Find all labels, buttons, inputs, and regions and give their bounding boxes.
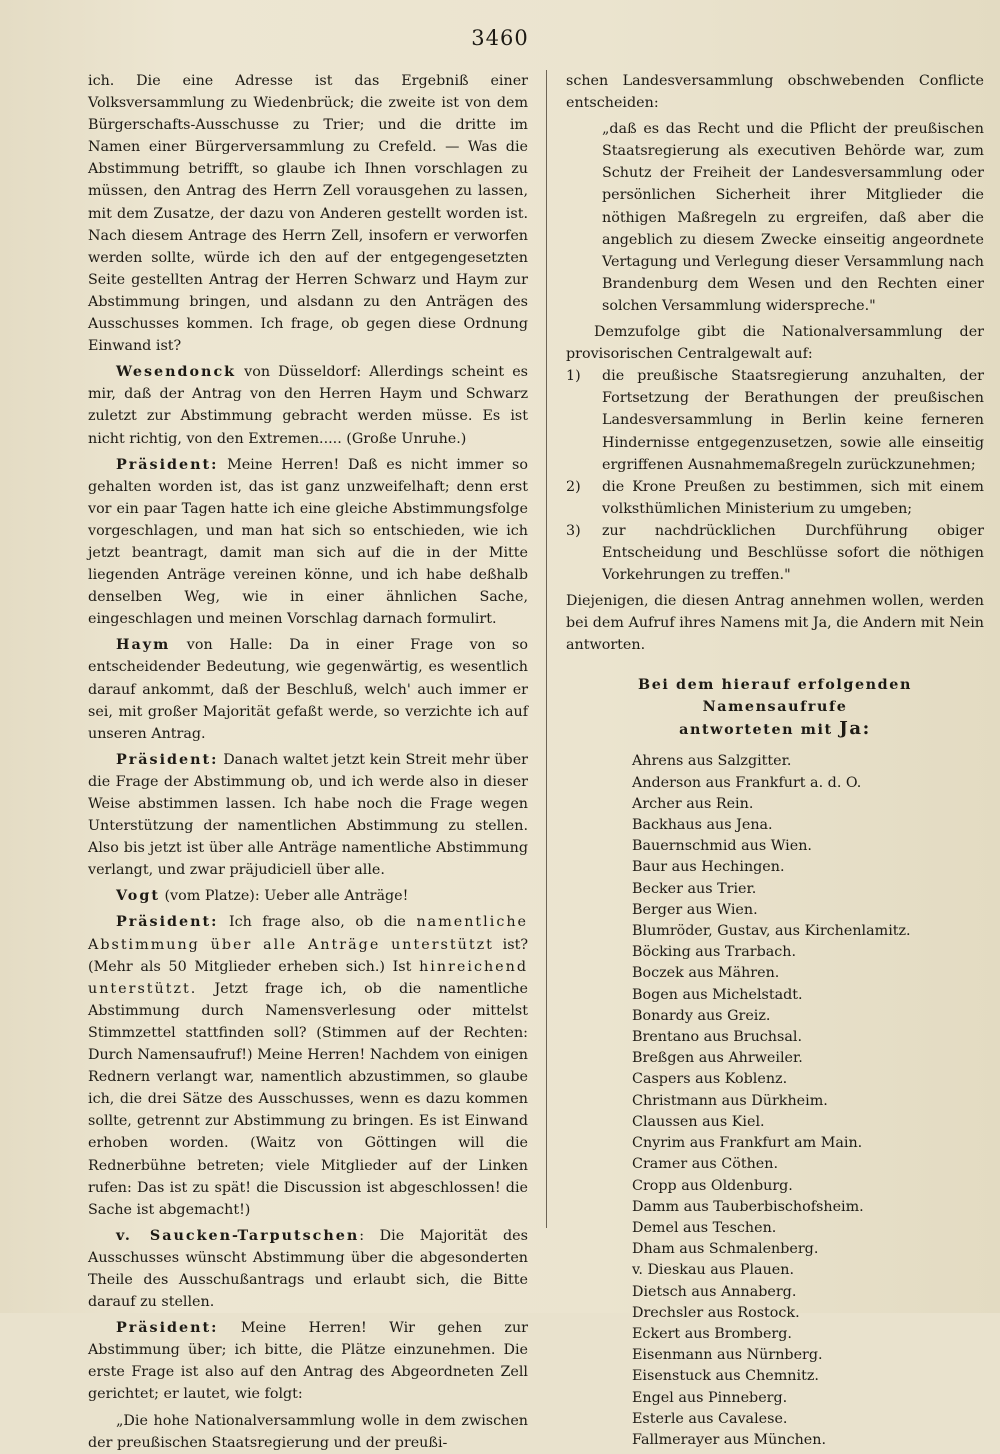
- speech-wesendonck: [88, 361, 528, 449]
- speaker-name: Präsident:: [116, 1320, 219, 1337]
- list-item: Dham aus Schmalenberg.: [632, 1241, 819, 1258]
- item-number: 3): [566, 522, 581, 539]
- speaker-name: Präsident:: [116, 914, 219, 931]
- right-column: [566, 70, 984, 1451]
- list-item: Dietsch aus Annaberg.: [632, 1283, 797, 1300]
- list-item: Blumröder, Gustav, aus Kirchenlamitz.: [632, 923, 911, 940]
- speech-text: von Halle: Da in einer Frage von so entscheidender Bedeutung, wie gegenwärtig, es wesentlich darauf ankommt, daß der Beschluß, welch' auch immer er sei, mit großer Majorität gefaßt werde, so verzichte ich auf unseren Antrag.: [88, 637, 528, 742]
- list-item: Eisenmann aus Nürnberg.: [632, 1347, 823, 1364]
- list-item: Cnyrim aus Frankfurt am Main.: [632, 1135, 863, 1152]
- page-number: 3460: [471, 26, 529, 50]
- heading-ja: Ja:: [839, 718, 871, 740]
- motion-quote: „daß es das Recht und die Pflicht der preußischen Staatsregierung als executiven Behörde war, zum Schutz der Freiheit der Landesversammlung oder persönlichen Sicherheit ihrer Mitglieder die nöthigen Maßregeln zu ergreifen, daß aber die angeblich zu diesem Zwecke einseitig angeordnete Vertagung und Verlegung dieser Versammlung nach Brandenburg dem Wesen und den Rechten einer solchen Versammlung widerspreche.": [602, 121, 984, 314]
- item-text: die Krone Preußen zu bestimmen, sich mit einem volksthümlichen Ministerium zu umgeben;: [602, 478, 984, 517]
- list-item: Cramer aus Cöthen.: [632, 1156, 779, 1173]
- list-item: Böcking aus Trarbach.: [632, 944, 797, 961]
- speech-praesident: [88, 911, 528, 1220]
- speech-text: : Die Majorität des Ausschusses wünscht Abstimmung über die abgesonderten Theile des Ausschußantrags und erlaubt sich, die Bitte darauf zu stellen.: [88, 1227, 528, 1311]
- list-item: Fallmerayer aus München.: [632, 1431, 827, 1448]
- list-item: Baur aus Hechingen.: [632, 859, 785, 876]
- speech-text: von Düsseldorf: Allerdings scheint es mir, daß der Antrag von den Herren Haym und Schwarz zuletzt zur Abstimmung gebracht werden müsse. Es ist nicht richtig, von den Extremen..... (Große Unruhe.): [88, 364, 528, 447]
- heading-text: antworteten mit: [679, 722, 833, 739]
- list-item: Demel aus Teschen.: [632, 1219, 777, 1236]
- list-item: Esterle aus Cavalese.: [632, 1410, 788, 1427]
- list-item: Breßgen aus Ahrweiler.: [632, 1050, 803, 1067]
- speaker-name: Vogt: [116, 888, 160, 905]
- list-item: Eckert aus Bromberg.: [632, 1325, 792, 1342]
- speech-praesident: [88, 749, 528, 882]
- list-item: v. Dieskau aus Plauen.: [632, 1262, 794, 1279]
- paragraph: Diejenigen, die diesen Antrag annehmen wollen, werden bei dem Aufruf ihres Namens mit Ja, die Andern mit Nein antworten.: [566, 593, 984, 654]
- list-item: Claussen aus Kiel.: [632, 1113, 765, 1130]
- motion-quote-start: „Die hohe Nationalversammlung wolle in dem zwischen der preußischen Staatsregierung und der preußi-: [88, 1412, 528, 1451]
- speech-text: Danach waltet jetzt kein Streit mehr über die Frage der Abstimmung ob, und ich werde also in dieser Weise abstimmen lassen. Ich habe noch die Frage wegen Unterstützung der namentlichen Abstimmung zu stellen. Also bis jetzt ist über alle Anträge namentliche Abstimmung verlangt, und zwar präjudiciell über alle.: [88, 751, 528, 879]
- spaced-text: namentliche Abstimmung über alle Anträge unterstützt: [88, 914, 528, 953]
- list-item: Berger aus Wien.: [632, 901, 758, 918]
- speaker-name: Präsident:: [116, 751, 219, 768]
- paragraph: Demzufolge gibt die Nationalversammlung der provisorischen Centralgewalt auf:: [566, 324, 984, 363]
- speaker-name: v. Saucken-Tarputschen: [116, 1227, 360, 1244]
- resolution-item: [566, 476, 984, 520]
- list-item: Damm aus Tauberbischofsheim.: [632, 1198, 864, 1215]
- speaker-name: Wesendonck: [116, 364, 237, 381]
- speech-saucken: [88, 1225, 528, 1313]
- list-item: Cropp aus Oldenburg.: [632, 1177, 793, 1194]
- list-item: Christmann aus Dürkheim.: [632, 1092, 828, 1109]
- list-item: Boczek aus Mähren.: [632, 965, 780, 982]
- list-item: Brentano aus Bruchsal.: [632, 1029, 802, 1046]
- speech-text: Meine Herren! Wir gehen zur Abstimmung über; ich bitte, die Plätze einzunehmen. Die erste Frage ist also auf den Antrag des Abgeordneten Zell gerichtet; er lautet, wie folgt:: [88, 1320, 528, 1403]
- speaker-name: Präsident:: [116, 456, 219, 473]
- list-item: Engel aus Pinneberg.: [632, 1389, 788, 1406]
- list-item: Bauernschmid aus Wien.: [632, 838, 812, 855]
- speech-text: (vom Platze): Ueber alle Anträge!: [159, 888, 409, 905]
- list-item: Anderson aus Frankfurt a. d. O.: [632, 774, 862, 791]
- speech-praesident: [88, 454, 528, 631]
- resolution-item: [566, 365, 984, 475]
- speaker-name: Haym: [116, 637, 171, 654]
- section-heading: [566, 674, 984, 741]
- item-number: 1): [566, 368, 581, 385]
- name-list: [632, 751, 984, 1451]
- list-item: Becker aus Trier.: [632, 880, 757, 897]
- list-item: Drechsler aus Rostock.: [632, 1304, 800, 1321]
- list-item: Bonardy aus Greiz.: [632, 1007, 771, 1024]
- item-number: 2): [566, 478, 581, 495]
- speech-text: Jetzt frage ich, ob die namentliche Abstimmung durch Namensverlesung oder mittelst Stimmzettel stattfinden soll? (Stimmen auf der Rechten: Durch Namensaufruf!) Meine Herren! Nachdem von einigen Rednern verlangt war, namentlich abzustimmen, so glaube ich, die drei Sätze des Ausschusses, wenn es dazu kommen sollte, getrennt zur Abstimmung zu bringen. Es ist Einwand erhoben worden. (Waitz von Göttingen will die Rednerbühne betreten; viele Mitglieder auf der Linken rufen: Das ist zu spät! die Discussion ist abgeschlossen! die Sache ist abgemacht!): [88, 980, 528, 1218]
- speech-text: Meine Herren! Daß es nicht immer so gehalten worden ist, das ist ganz unzweifelhaft; denn erst vor ein paar Tagen hatte ich eine gleiche Abstimmungsfolge vorgeschlagen, und man hat sich so entschieden, wie ich jetzt beantragt, damit man sich auf die in der Mitte liegenden Anträge vereinen könne, und ich habe deßhalb denselben Weg, wie in einer ähnlichen Sache, eingeschlagen und meinen Vorschlag darnach formulirt.: [88, 456, 528, 628]
- speech-praesident: [88, 1317, 528, 1405]
- motion-continuation: schen Landesversammlung obschwebenden Conflicte entscheiden:: [566, 73, 984, 112]
- heading-line: [566, 718, 984, 741]
- list-item: Bogen aus Michelstadt.: [632, 986, 803, 1003]
- speech-vogt: [88, 885, 528, 907]
- list-item: Backhaus aus Jena.: [632, 817, 773, 834]
- speech-haym: [88, 634, 528, 744]
- list-item: Archer aus Rein.: [632, 795, 754, 812]
- item-text: die preußische Staatsregierung anzuhalten, der Fortsetzung der Berathungen der preußischen Landesversammlung in Berlin keine ferneren Hindernisse entgegenzusetzen, sowie alle einseitig ergriffenen Ausnahmemaßregeln zurückzunehmen;: [602, 368, 984, 473]
- list-item: Ahrens aus Salzgitter.: [632, 753, 792, 770]
- speech-text: Ich frage also, ob die: [218, 914, 417, 931]
- speech-text: ist? (Mehr als 50 Mitglieder erheben sich.) Ist: [88, 936, 528, 975]
- heading-line: Bei dem hierauf erfolgenden Namensaufrufe: [638, 677, 912, 716]
- resolution-item: [566, 520, 984, 586]
- column-divider: [546, 70, 547, 1228]
- paragraph: ich. Die eine Adresse ist das Ergebniß einer Volksversammlung zu Wiedenbrück; die zweite ist von dem Bürgerschafts-Ausschusse zu Trier; und die dritte im Namen einer Bürgerversammlung zu Crefeld. — Was die Abstimmung betrifft, so glaube ich Ihnen vorschlagen zu müssen, den Antrag des Herrn Zell vorausgehen zu lassen, mit dem Zusatze, der dazu von Anderen gestellt worden ist. Nach diesem Antrage des Herrn Zell, insofern er verworfen werden sollte, würde ich den auf der entgegengesetzten Seite gestellten Antrag der Herren Schwarz und Haym zur Abstimmung bringen, und alsdann zu den Anträgen des Ausschusses kommen. Ich frage, ob gegen diese Ordnung Einwand ist?: [88, 73, 528, 355]
- left-column: [88, 70, 528, 1454]
- spaced-text: hinreichend unterstützt.: [88, 958, 528, 997]
- list-item: Eisenstuck aus Chemnitz.: [632, 1368, 819, 1385]
- item-text: zur nachdrücklichen Durchführung obiger Entscheidung und Beschlüsse sofort die nöthigen Vorkehrungen zu treffen.": [602, 522, 984, 584]
- list-item: Caspers aus Koblenz.: [632, 1071, 788, 1088]
